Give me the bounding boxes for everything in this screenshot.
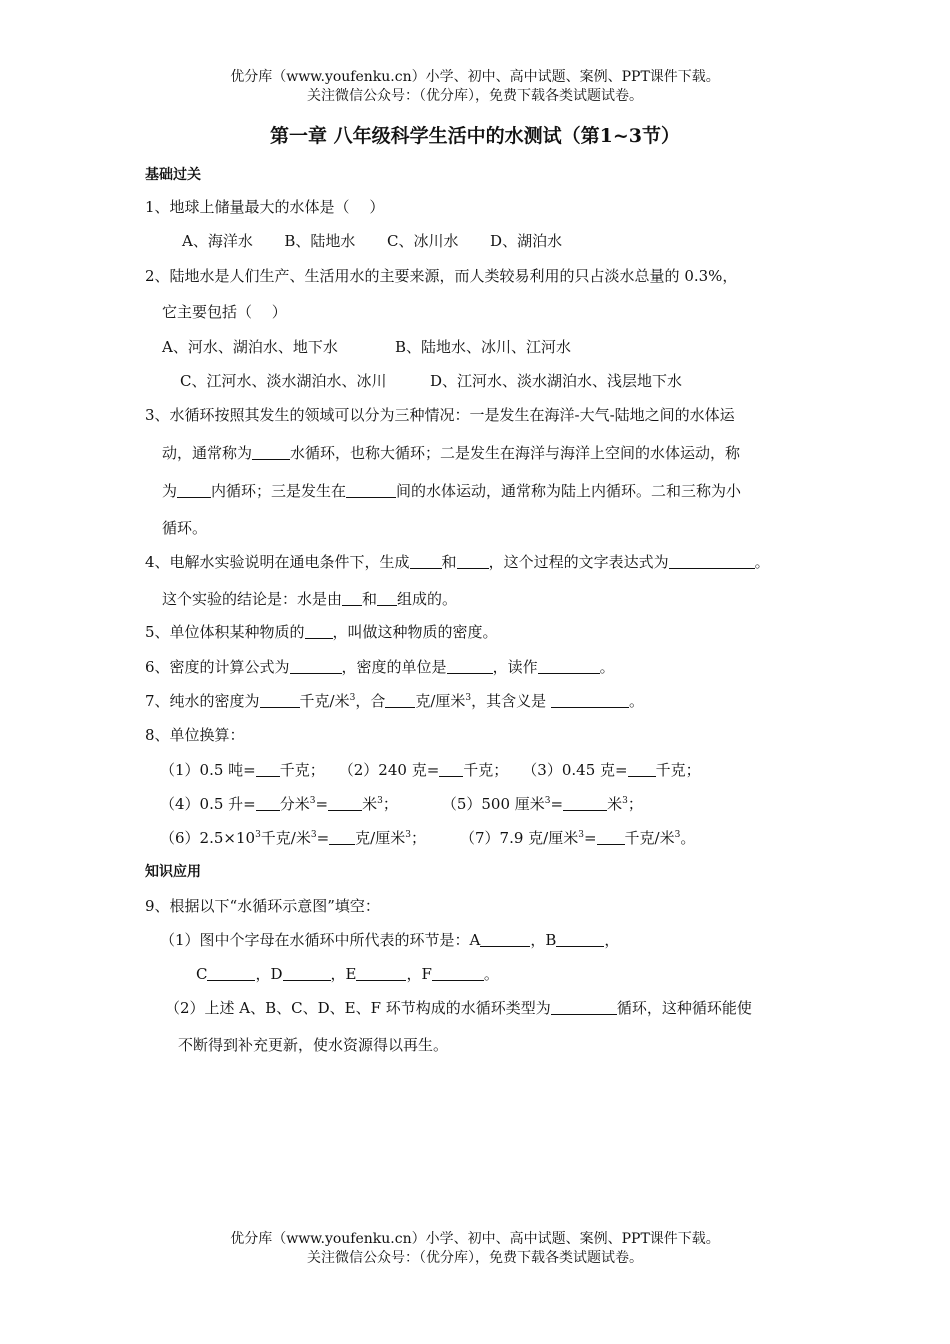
blank-line: [328, 796, 362, 811]
page-title: 第一章 八年级科学生活中的水测试（第1~3节）: [270, 125, 680, 147]
footer-line-1: 优分库（www.youfenku.cn）小学、初中、高中试题、案例、PPT课件下载。: [230, 1231, 720, 1247]
section-heading-basic: 基础过关: [145, 167, 201, 183]
blank-line: [329, 830, 355, 845]
question-8-row-2: （4）0.5 升= 分米$^3$= 米$^3$； （5）500 厘米$^3$= 米$^3$；: [160, 795, 643, 813]
question-2-stem-2: 它主要包括（ ）: [162, 303, 287, 321]
blank-line: [260, 693, 300, 708]
blank-line: [597, 830, 625, 845]
question-8-stem: 8、单位换算：: [145, 726, 245, 744]
question-1-options: [182, 231, 562, 251]
question-9-part-1-cont: C ，D ，E ，F 。: [196, 965, 499, 983]
question-9-part-1: （1）图中个字母在水循环中所代表的环节是：A ，B ，: [160, 931, 620, 949]
header-line-1: 优分库（www.youfenku.cn）小学、初中、高中试题、案例、PPT课件下载。: [230, 69, 720, 85]
question-2-stem-1: 2、陆地水是人们生产、生活用水的主要来源，而人类较易利用的只占淡水总量的 0.3%，: [145, 267, 738, 285]
q1-option-b: B、陆地水: [284, 232, 356, 250]
question-6: 6、密度的计算公式为 ，密度的单位是 ，读作 。: [145, 658, 615, 676]
blank-line: [256, 796, 280, 811]
header-line-2: 关注微信公众号：（优分库），免费下载各类试题试卷。: [307, 88, 643, 104]
blank-line: [480, 932, 530, 947]
blank-line: [457, 554, 489, 569]
section-heading-application: 知识应用: [145, 864, 201, 880]
blank-line: [256, 762, 280, 777]
page-footer: [0, 1230, 950, 1268]
blank-line: [385, 693, 415, 708]
question-3-line-2: 动，通常称为 水循环，也称大循环；二是发生在海洋与海洋上空间的水体运动，称: [162, 444, 741, 462]
q1-option-d: D、湖泊水: [490, 232, 563, 250]
blank-line: [432, 966, 484, 981]
blank-line: [410, 554, 442, 569]
blank-line: [669, 554, 755, 569]
question-8-row-3: $(6)2.5\times 10^3$千克/米$^3$= 克/厘米$^3$； （7）7.9 克/厘米$^3$= 千克/米$^3$。: [160, 829, 696, 847]
question-8-row-1: （1）0.5 吨= 千克； （2）240 克= 千克； （3）0.45 克= 千克；: [160, 761, 701, 779]
blank-line: [356, 966, 406, 981]
page-header: [0, 68, 950, 106]
blank-line: [538, 659, 600, 674]
blank-line: [551, 693, 629, 708]
question-4-line-1: 4、电解水实验说明在通电条件下，生成 和 ，这个过程的文字表达式为 。: [145, 553, 770, 571]
question-9-part-2-cont: 不断得到补充更新，使水资源得以再生。: [178, 1036, 449, 1054]
blank-line: [377, 591, 397, 606]
blank-line: [563, 796, 607, 811]
blank-line: [207, 966, 255, 981]
blank-line: [252, 445, 290, 460]
blank-line: [346, 483, 396, 498]
question-9-part-2: （2）上述 A、B、C、D、E、F 环节构成的水循环类型为 循环，这种循环能使: [165, 999, 752, 1017]
blank-line: [556, 932, 604, 947]
question-3-line-3: 为 内循环；三是发生在 间的水体运动，通常称为陆上内循环。二和三称为小: [162, 482, 742, 500]
question-1-stem: 1、地球上储量最大的水体是（ ）: [145, 198, 385, 216]
question-4-line-2: 这个实验的结论是：水是由 和 组成的。: [162, 590, 458, 608]
q1-option-c: C、冰川水: [387, 232, 459, 250]
question-7: 7、纯水的密度为 千克/米$^3$，合 克/厘米$^3$，其含义是 。: [145, 692, 644, 710]
blank-line: [283, 966, 331, 981]
q2-option-c: C、江河水、淡水湖泊水、冰川: [180, 372, 387, 390]
question-3-line-1: 3、水循环按照其发生的领域可以分为三种情况：一是发生在海洋-大气-陆地之间的水体运: [145, 406, 735, 424]
blank-line: [177, 483, 211, 498]
question-3-line-4: 循环。: [162, 519, 208, 537]
blank-line: [628, 762, 656, 777]
question-5: 5、单位体积某种物质的 ，叫做这种物质的密度。: [145, 623, 498, 641]
blank-line: [551, 1000, 617, 1015]
q2-option-d: D、江河水、淡水湖泊水、浅层地下水: [430, 372, 683, 390]
footer-line-2: 关注微信公众号：（优分库），免费下载各类试题试卷。: [307, 1250, 643, 1266]
blank-line: [447, 659, 493, 674]
q1-option-a: A、海洋水: [182, 232, 253, 250]
q2-option-b: B、陆地水、冰川、江河水: [395, 338, 572, 356]
question-9-stem: 9、根据以下“水循环示意图”填空：: [145, 897, 380, 915]
blank-line: [290, 659, 342, 674]
blank-line: [305, 624, 333, 639]
blank-line: [342, 591, 362, 606]
blank-line: [439, 762, 463, 777]
q2-option-a: A、河水、湖泊水、地下水: [162, 338, 338, 356]
